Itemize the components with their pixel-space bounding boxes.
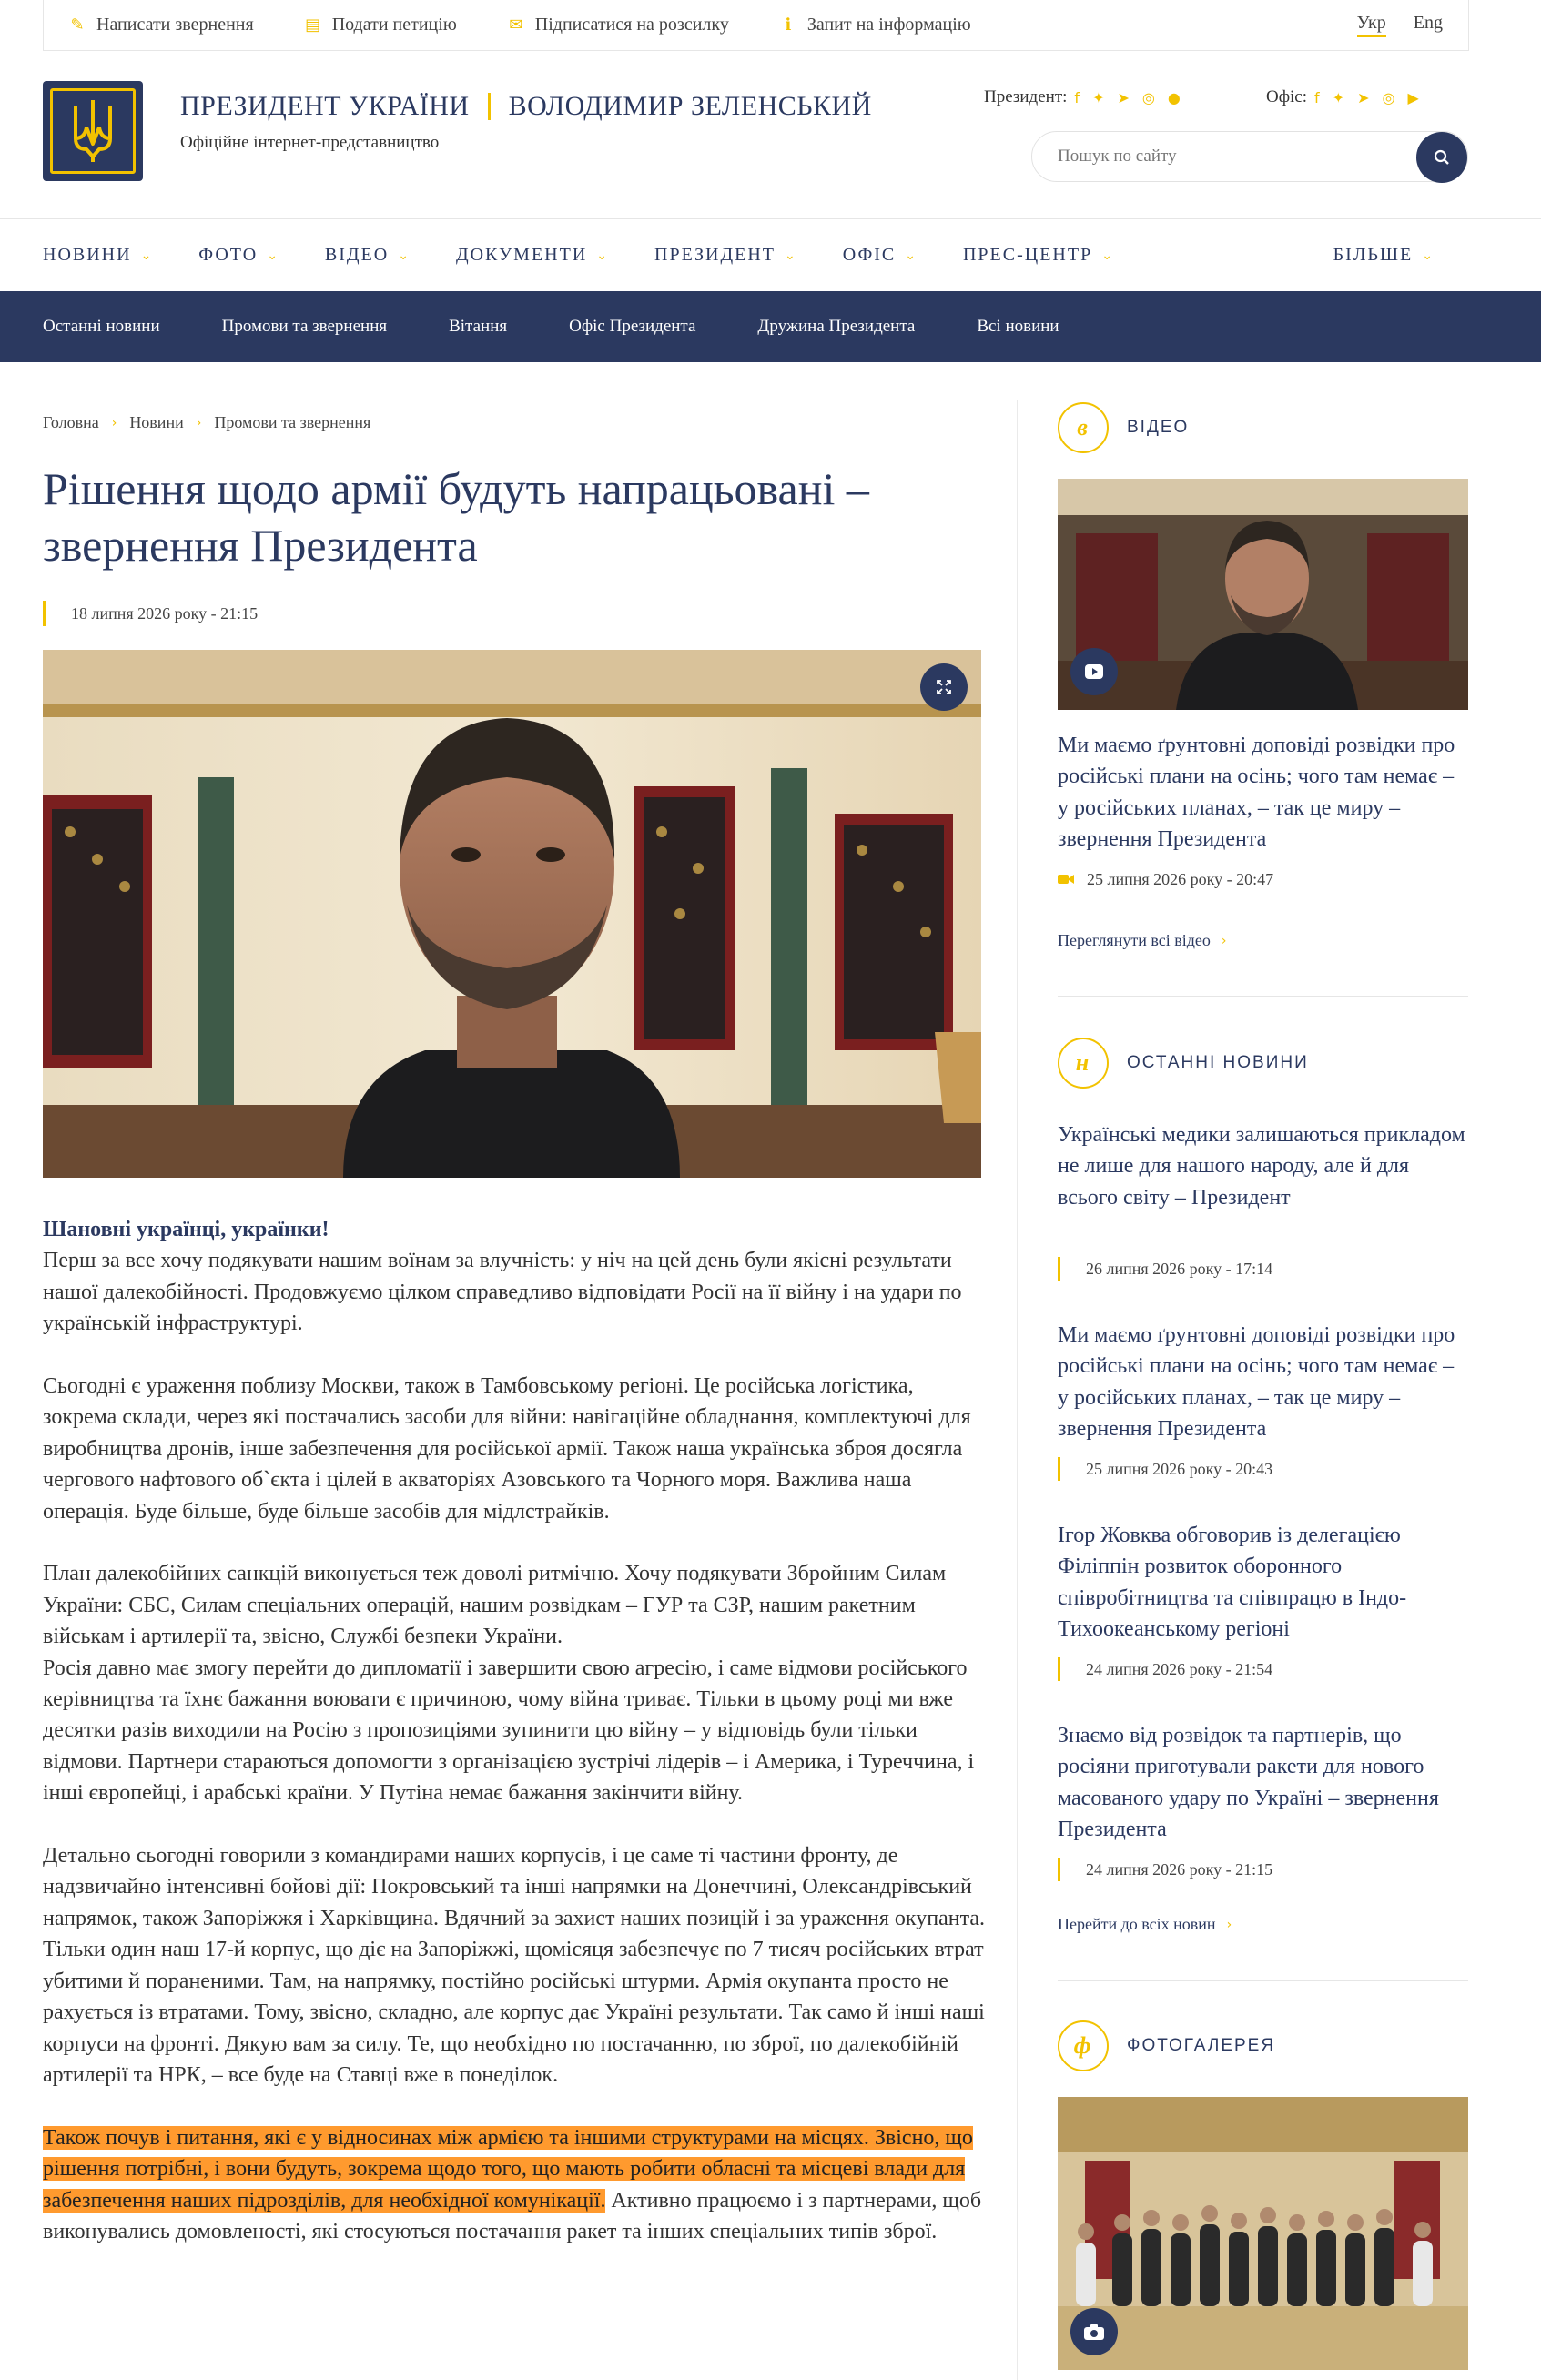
chevron-down-icon: ⌄ [398,248,411,263]
site-logo[interactable] [43,81,143,181]
chevron-right-icon: › [111,415,117,430]
nav-documents[interactable]: ДОКУМЕНТИ ⌄ [455,245,609,265]
chevron-down-icon: ⌄ [905,248,918,263]
telegram-icon[interactable]: ➤ [1357,88,1370,106]
all-videos-link[interactable]: Переглянути всі відео › [1058,931,1227,949]
highlighted-text: Також почув і питання, які є у відносинах між армією та іншими структурами на місцях. Звісно, що рішення потрібні, і вони будуть, зокрема щодо того, що мають робити обласні та місцеві влади для забезпечення наших підрозділів, для необхідної комунікації. [43,2125,973,2213]
sidebar-divider [1017,400,1018,2380]
site-title[interactable] [180,91,872,122]
article-paragraph: Також почув і питання, які є у відносинах між армією та іншими структурами на місцях. Звісно, що рішення потрібні, і вони будуть, зокрема щодо того, що мають робити обласні та місцеві влади для забезпечення наших підрозділів, для необхідної комунікації. Активно працюємо і з партнерами, щоб виконувались домовленості, які стосуються постачання ракет та інших спеціальних типів зброї. [43,2125,982,2243]
article-date: 18 липня 2026 року - 21:15 [43,601,258,626]
telegram-icon[interactable]: ➤ [1117,88,1130,106]
chevron-down-icon: ⌄ [140,248,154,263]
site-title-name: ВОЛОДИМИР ЗЕЛЕНСЬКИЙ [508,91,872,121]
envelope-icon: ✉ [509,15,523,35]
subnav-latest-news[interactable]: Останні новини [43,317,160,336]
news-item-title[interactable]: Знаємо від розвідок та партнерів, що росіяни приготували ракети для нового масованого удару по Україні – звернення Президента [1058,1724,1439,1842]
document-icon: ▤ [305,15,321,35]
twitter-icon[interactable]: ✦ [1092,88,1105,106]
top-utility-bar [43,0,1469,51]
chevron-right-icon: › [196,415,202,430]
chevron-down-icon: ⌄ [1101,248,1114,263]
chevron-down-icon: ⌄ [596,248,609,263]
chevron-right-icon: › [1226,1917,1232,1932]
nav-news[interactable]: НОВИНИ ⌄ [43,245,154,265]
article-paragraph: План далекобійних санкцій виконується теж доволі ритмічно. Хочу подякувати Збройним Силам України: СБС, Силам спеціальних операцій, нашим розвідкам – ГУР та СЗР, нашим ракетним військам і артилерії та, звісно, Службі безпеки України. [43,1562,947,1649]
photo-badge-icon: ф [1058,2020,1109,2071]
write-appeal-link[interactable]: ✎ Написати звернення [70,15,254,35]
sidebar-separator [1058,1980,1468,1981]
video-date: 25 липня 2026 року - 20:47 [1058,867,1273,891]
search-box [1031,131,1468,182]
news-item-date: 25 липня 2026 року - 20:43 [1058,1457,1272,1481]
expand-image-button[interactable] [920,663,968,711]
news-badge-icon: н [1058,1038,1109,1089]
youtube-icon [1085,664,1103,679]
video-play-button[interactable] [1070,648,1118,695]
video-title-link[interactable]: Ми маємо ґрунтовні доповіді розвідки про російські плани на осінь; чого там немає – у російських планах, – так це миру – звернення Президента [1058,734,1455,852]
info-request-link[interactable]: ℹ Запит на інформацію [780,15,971,35]
search-button[interactable] [1416,132,1467,183]
language-switcher [1357,13,1443,37]
subnav-speeches[interactable]: Промови та звернення [221,317,388,336]
sub-navigation [0,291,1541,362]
news-item-title[interactable]: Ми маємо ґрунтовні доповіді розвідки про російські плани на осінь; чого там немає – у російських планах, – так це миру – звернення Президента [1058,1323,1455,1442]
photo-gallery-button[interactable] [1070,2308,1118,2355]
news-section-heading: н ОСТАННІ НОВИНИ [1058,1038,1309,1089]
search-icon [1434,149,1450,166]
breadcrumb-news[interactable]: Новини [129,413,184,431]
subnav-all-news[interactable]: Всі новини [977,317,1059,336]
trident-emblem [50,88,136,174]
instagram-icon[interactable]: ◎ [1141,88,1155,106]
nav-video[interactable]: ВІДЕО ⌄ [324,245,411,265]
article-hero-image[interactable] [43,650,981,1178]
youtube-icon[interactable]: ▶ [1407,88,1419,106]
lang-eng[interactable]: Eng [1413,13,1443,33]
news-item-date: 26 липня 2026 року - 17:14 [1058,1257,1272,1281]
breadcrumb-speeches[interactable]: Промови та звернення [214,413,371,431]
breadcrumb [43,413,370,432]
video-section-heading: в ВІДЕО [1058,402,1189,453]
title-separator [488,93,491,120]
president-social: Президент: f ✦ ➤ ◎ ● [984,87,1181,106]
office-social: Офіс: f ✦ ➤ ◎ ▶ [1266,87,1419,106]
subnav-office[interactable]: Офіс Президента [569,317,696,336]
facebook-icon[interactable]: f [1314,88,1320,106]
pencil-icon: ✎ [70,15,85,35]
flickr-icon[interactable]: ● [1167,88,1181,106]
chevron-down-icon: ⌄ [267,248,279,263]
news-item-date: 24 липня 2026 року - 21:15 [1058,1858,1272,1881]
site-subtitle: Офіційне інтернет-представництво [180,133,440,152]
news-item-date: 24 липня 2026 року - 21:54 [1058,1657,1272,1681]
facebook-icon[interactable]: f [1074,88,1080,106]
nav-office[interactable]: ОФІС ⌄ [842,245,918,265]
video-thumbnail[interactable] [1058,479,1468,710]
article-paragraph: Детально сьогодні говорили з командирами наших корпусів, і це саме ті частини фронту, де надзвичайно інтенсивні бойові дії: Покровський та інші напрямки на Донеччині, Олександрівський напрямок, також Запоріжжя і Харківщина. Вдячний за захист наших позицій і за ураження окупанта. Тільки один наш 17-й корпус, що діє на Запоріжжі, щомісяця забезпечує по 7 тисяч російських втрат убитими й пораненими. Там, на напрямку, постійно російські штурми. Армія окупанта просто не рахується із втратами. Тому, звісно, складно, але корпус дає Україні результати. Так само й інші наші корпуси на фронті. Дякую вам за силу. Те, що необхідно по постачанню, по зброї, по далекобійній артилерії та НРК, – все буде на Ставці вже в понеділок. [43,1844,986,2087]
info-icon: ℹ [785,15,792,35]
nav-photo[interactable]: ФОТО ⌄ [198,245,279,265]
article-paragraph: Сьогодні є ураження поблизу Москви, також в Тамбовському регіоні. Це російська логістика, зокрема склади, через які постачались засоби для війни: навігаційне обладнання, комплектуючі для виробництва дронів, інше забезпечення для російської армії. Також наша українська зброя досягла чергового нафтового об`єкта і цілей в акваторіях Азовського та Чорного моря. Важлива наша операція. Буде більше, буде більше засобів для мідлстрайків. [43,1374,971,1524]
camera-icon [1058,873,1074,886]
page-title: Рішення щодо армії будуть напрацьовані – звернення Президента [43,463,869,571]
article-paragraph: Росія давно має змогу перейти до дипломатії і завершити свою агресію, і саме відмови російського керівництва та їхнє бажання воювати є причиною, чому війна триває. Тільки в цьому році ми вже десятки разів виходили на Росію з пропозиціями зупинити цю війну – у відповідь були тільки відмови. Партнери стараються допомогти з організацією зустрічі лідерів – і Америка, і Туреччина, і інші європейці, і арабські країни. У Путіна немає бажання закінчити війну. [43,1656,975,1806]
twitter-icon[interactable]: ✦ [1332,88,1345,106]
breadcrumb-home[interactable]: Головна [43,413,99,431]
video-badge-icon: в [1058,402,1109,453]
article-greeting: Шановні українці, українки! [43,1218,329,1241]
subnav-first-lady[interactable]: Дружина Президента [757,317,916,336]
photo-section-heading: ф ФОТОГАЛЕРЕЯ [1058,2020,1275,2071]
main-navigation [0,218,1541,291]
chevron-down-icon: ⌄ [1422,248,1435,263]
nav-more[interactable]: БІЛЬШЕ ⌄ [1333,245,1435,265]
expand-icon [936,679,952,695]
news-item-title[interactable]: Українські медики залишаються прикладом не лише для нашого народу, але й для всього світу – Президент [1058,1123,1465,1210]
submit-petition-link[interactable]: ▤ Подати петицію [305,15,457,35]
nav-press-center[interactable]: ПРЕС-ЦЕНТР ⌄ [962,245,1114,265]
news-item-title[interactable]: Ігор Жовква обговорив із делегацією Філіппін розвиток оборонного співробітництва та співпрацю в Індо-Тихоокеанському регіоні [1058,1524,1407,1642]
subnav-greetings[interactable]: Вітання [449,317,508,336]
article-paragraph: Перш за все хочу подякувати нашим воїнам за влучність: у ніч на цей день були якісні результати нашої далекобійності. Продовжуємо цілком справедливо відповідати Росії на її війну і на удари по українській інфраструктурі. [43,1249,962,1336]
camera-icon [1084,2324,1104,2340]
chevron-right-icon: › [1221,933,1227,948]
nav-president[interactable]: ПРЕЗИДЕНТ ⌄ [654,245,797,265]
all-news-link[interactable]: Перейти до всіх новин › [1058,1915,1232,1933]
instagram-icon[interactable]: ◎ [1382,88,1395,106]
photo-gallery-thumbnail[interactable] [1058,2097,1468,2370]
search-input[interactable] [1058,147,1404,167]
site-title-president: ПРЕЗИДЕНТ УКРАЇНИ [180,91,470,121]
chevron-down-icon: ⌄ [785,248,797,263]
sidebar-separator [1058,996,1468,997]
subscribe-link[interactable]: ✉ Підписатися на розсилку [509,15,729,35]
lang-ukr[interactable]: Укр [1357,13,1386,37]
article-body [43,1214,989,2279]
